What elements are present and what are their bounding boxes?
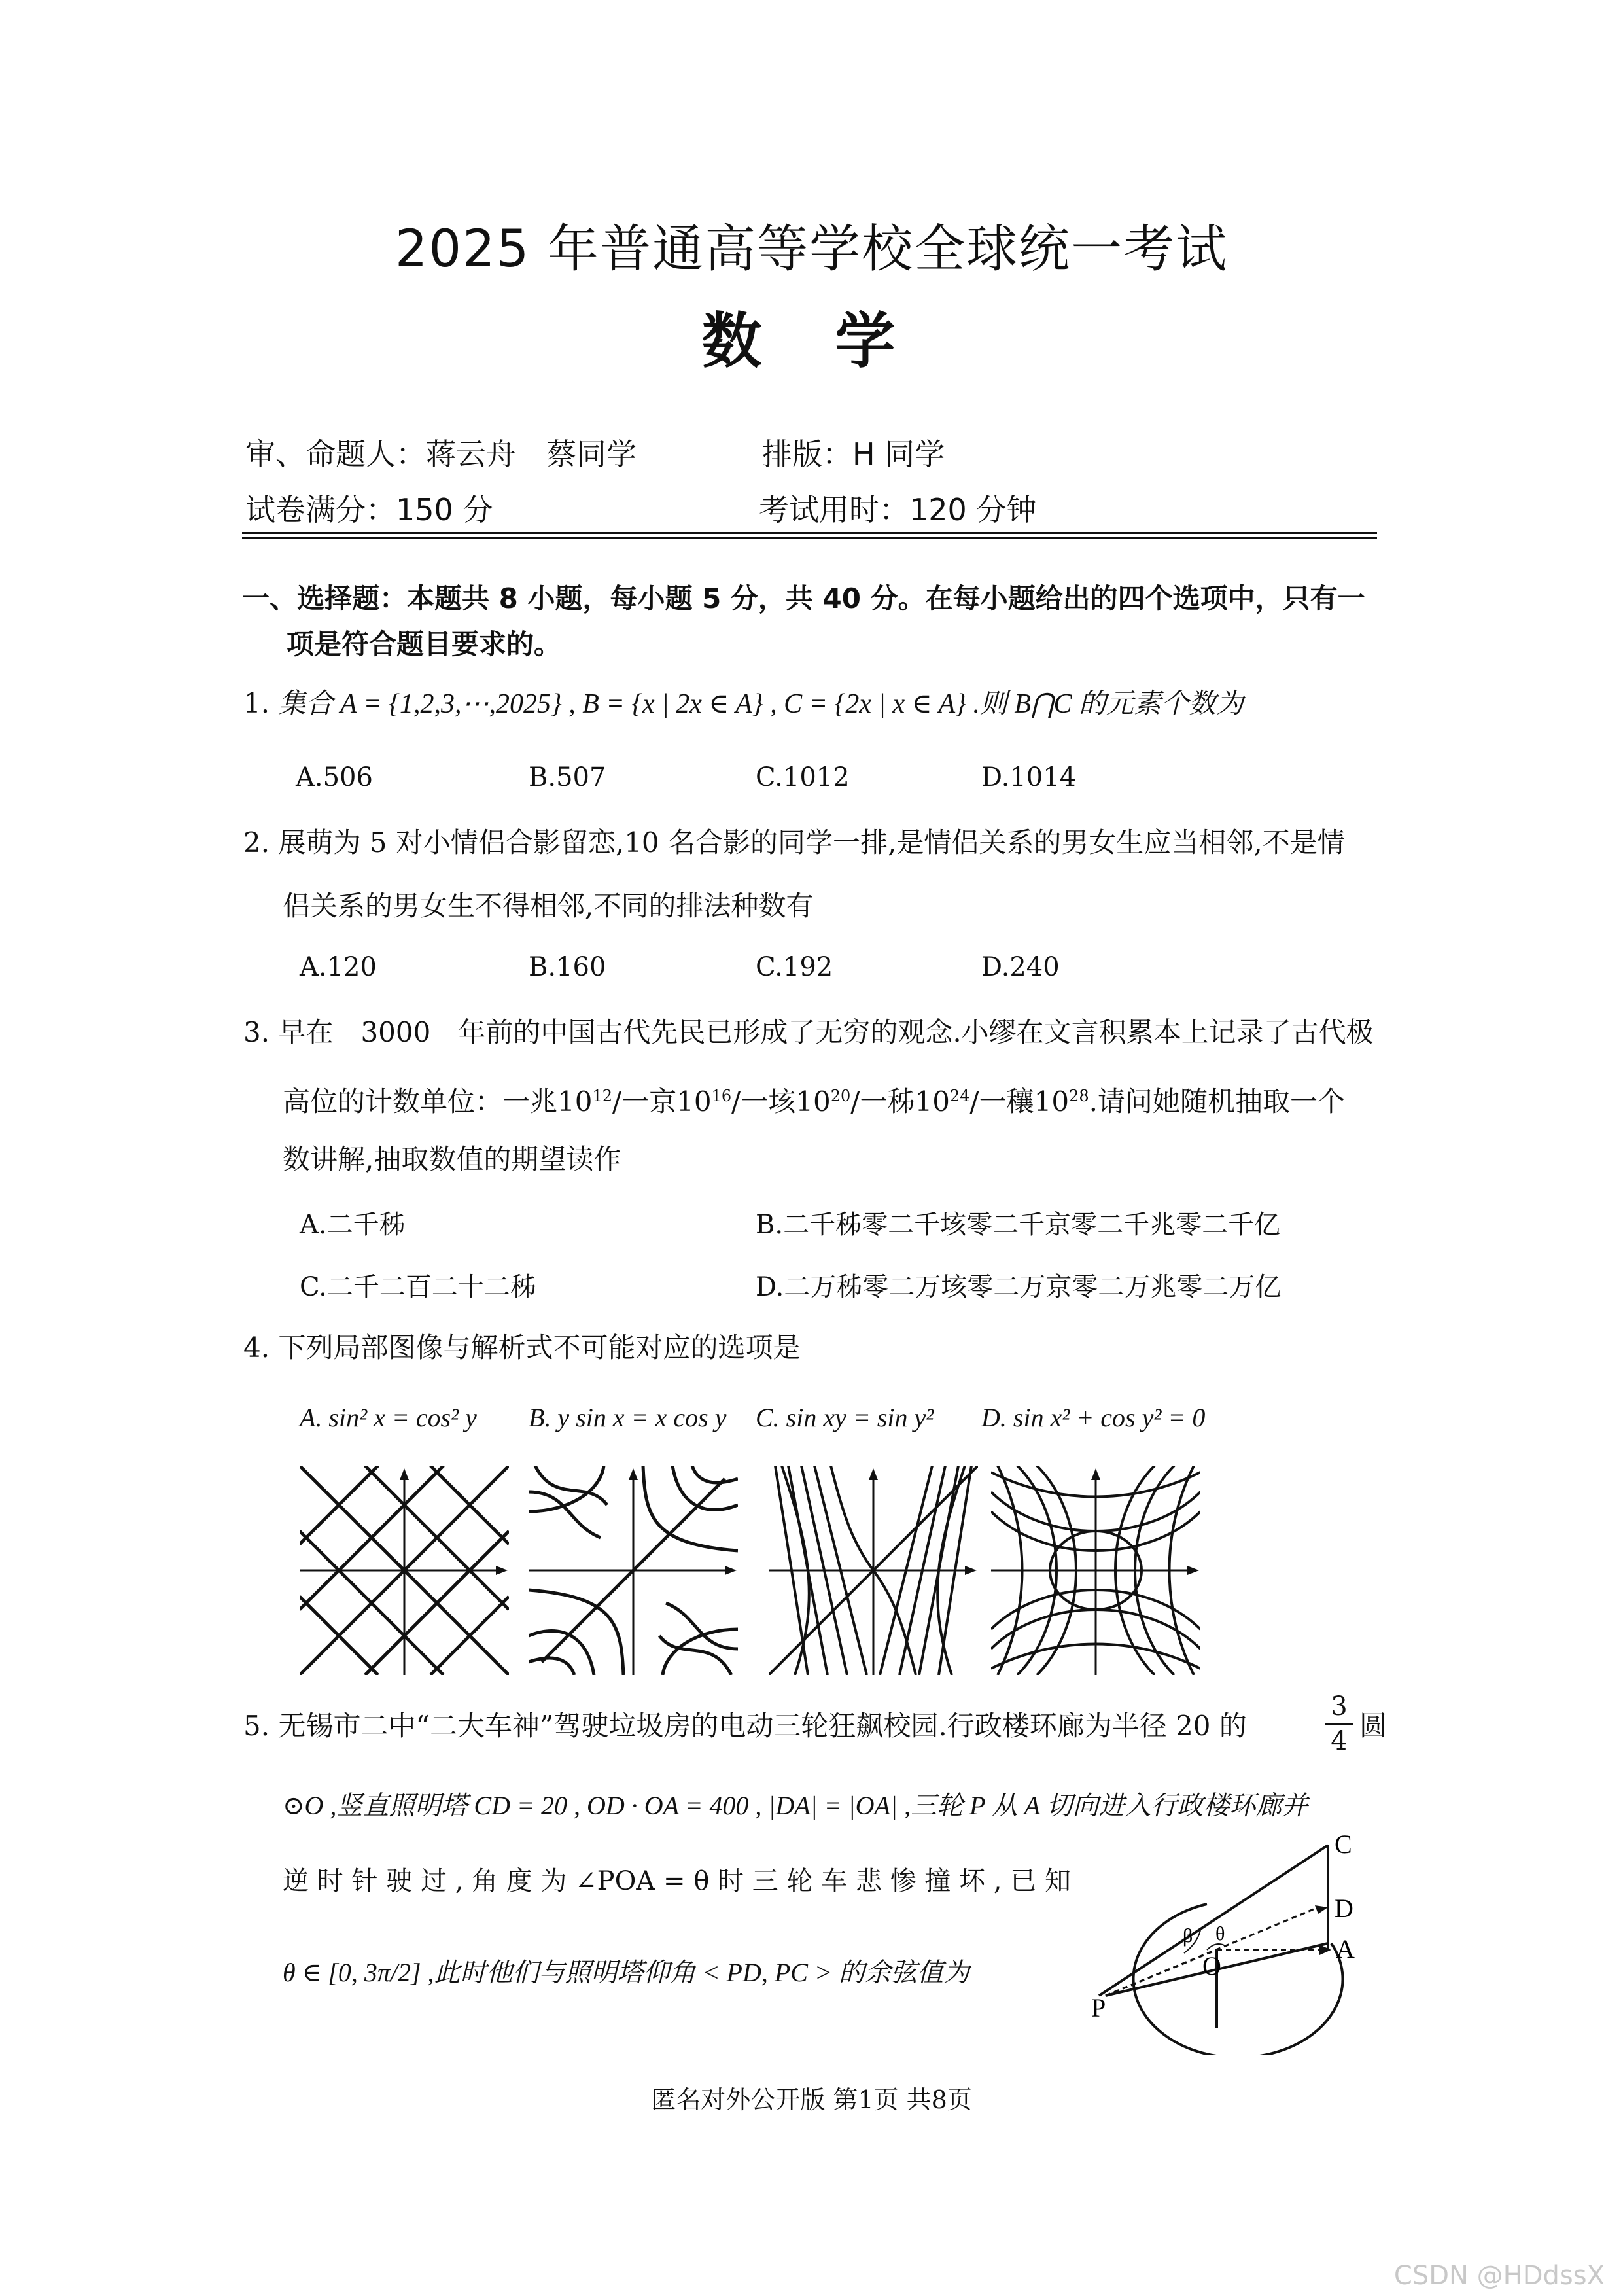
label-p: P <box>1091 1993 1106 2022</box>
option-d[interactable]: D. sin x² + cos y² = 0 <box>981 1403 1206 1432</box>
label-c: C <box>1335 1832 1352 1859</box>
question-text-line1: 展萌为 5 对小情侣合影留恋,10 名合影的同学一排,是情侣关系的男女生应当相邻,不是情 <box>278 826 1345 858</box>
section-heading <box>242 576 1380 667</box>
option-c[interactable]: C.1012 <box>756 762 850 792</box>
question-4 <box>243 1328 800 1368</box>
fraction-three-quarters: 3 4 <box>1325 1691 1353 1756</box>
page-footer: 匿名对外公开版 第1页 共8页 <box>651 2085 972 2114</box>
option-b[interactable]: B.二千秭零二千垓零二千京零二千兆零二千亿 <box>756 1210 1281 1240</box>
section-heading-line2: 项是符合题目要求的。 <box>287 628 562 660</box>
option-c[interactable]: C.二千二百二十二秭 <box>300 1272 536 1302</box>
question-2 <box>243 823 1345 862</box>
label-a: A <box>1336 1934 1355 1964</box>
label-o: O <box>1202 1951 1221 1981</box>
option-d[interactable]: D.二万秭零二万垓零二万京零二万兆零二万亿 <box>756 1272 1282 1302</box>
question-number: 2. <box>243 826 270 858</box>
option-d[interactable]: D.240 <box>981 952 1060 982</box>
option-c[interactable]: C.192 <box>756 952 833 982</box>
watermark: CSDN @HDdssX <box>1393 2261 1605 2291</box>
plot-a <box>300 1466 509 1675</box>
question-text-line3: 数讲解,抽取数值的期望读作 <box>283 1143 621 1175</box>
header-rule-thin <box>242 537 1377 539</box>
layout-label: 排版：H 同学 <box>762 436 945 472</box>
plot-c <box>769 1466 978 1675</box>
question-number: 3. <box>243 1016 270 1048</box>
q5-figure <box>1086 1832 1387 2055</box>
question-text-line3: 逆 时 针 驶 过 , 角 度 为 ∠POA = θ 时 三 轮 车 悲 惨 撞 坏 , 已 知 <box>283 1866 1071 1896</box>
option-b[interactable]: B.507 <box>529 762 606 792</box>
option-a[interactable]: A.二千秭 <box>300 1210 406 1240</box>
option-a[interactable]: A.120 <box>300 952 377 982</box>
question-1 <box>243 684 1244 724</box>
question-number: 5. <box>243 1710 270 1742</box>
label-d: D <box>1335 1894 1353 1923</box>
subject-title: 数 学 <box>701 306 922 376</box>
authors-label: 审、命题人：蒋云舟 蔡同学 <box>245 436 637 472</box>
question-text-line2: 高位的计数单位：一兆$10^{12}/$一京$10^{16}/$一垓$10^{20}/$一秭$10^{24}/$一穰$10^{28}$.请问她随机抽取一个 <box>283 1086 1345 1118</box>
label-beta: β <box>1183 1925 1193 1947</box>
header-rule <box>242 532 1377 534</box>
question-text: 集合 A = {1,2,3,⋯,2025} , B = {x | 2x ∈ A} , C = {2x | x ∈ A} .则 B⋂C 的元素个数为 <box>278 689 1244 719</box>
question-5 <box>243 1706 1247 1746</box>
question-text: 下列局部图像与解析式不可能对应的选项是 <box>278 1332 801 1364</box>
question-text-line2: ⊙O ,竖直照明塔 CD = 20 , OD · OA = 400 , |DA| = |OA| ,三轮 P 从 A 切向进入行政楼环廊并 <box>283 1791 1308 1820</box>
question-text-line1: 早在 3000 年前的中国古代先民已形成了无穷的观念.小缪在文言积累本上记录了古代极 <box>278 1016 1374 1048</box>
question-number: 1. <box>243 687 270 719</box>
question-number: 4. <box>243 1332 270 1364</box>
plot-d <box>991 1466 1200 1675</box>
time-label: 考试用时：120 分钟 <box>759 492 1037 527</box>
exam-title: 2025 年普通高等学校全球统一考试 <box>394 220 1229 279</box>
question-text-line1-end: 圆 <box>1359 1710 1387 1742</box>
option-a[interactable]: A.506 <box>296 762 373 792</box>
plot-b <box>529 1466 738 1675</box>
question-text-line4: θ ∈ [0, 3π/2] ,此时他们与照明塔仰角 < PD, PC > 的余弦值为 <box>283 1958 969 1987</box>
question-text-line1: 无锡市二中“二大车神”驾驶垃圾房的电动三轮狂飙校园.行政楼环廊为半径 20 的 <box>278 1710 1247 1742</box>
option-a[interactable]: A. sin² x = cos² y <box>300 1403 477 1432</box>
option-d[interactable]: D.1014 <box>981 762 1077 792</box>
question-text-line2: 侣关系的男女生不得相邻,不同的排法种数有 <box>283 890 814 922</box>
score-label: 试卷满分：150 分 <box>245 492 493 527</box>
section-heading-line1: 一、选择题：本题共 8 小题，每小题 5 分，共 40 分。在每小题给出的四个选项中，只有一 <box>242 582 1365 614</box>
label-theta: θ <box>1215 1923 1225 1945</box>
option-b[interactable]: B. y sin x = x cos y <box>529 1403 727 1432</box>
option-b[interactable]: B.160 <box>529 952 606 982</box>
question-3 <box>243 1013 1374 1052</box>
option-c[interactable]: C. sin xy = sin y² <box>756 1403 934 1432</box>
